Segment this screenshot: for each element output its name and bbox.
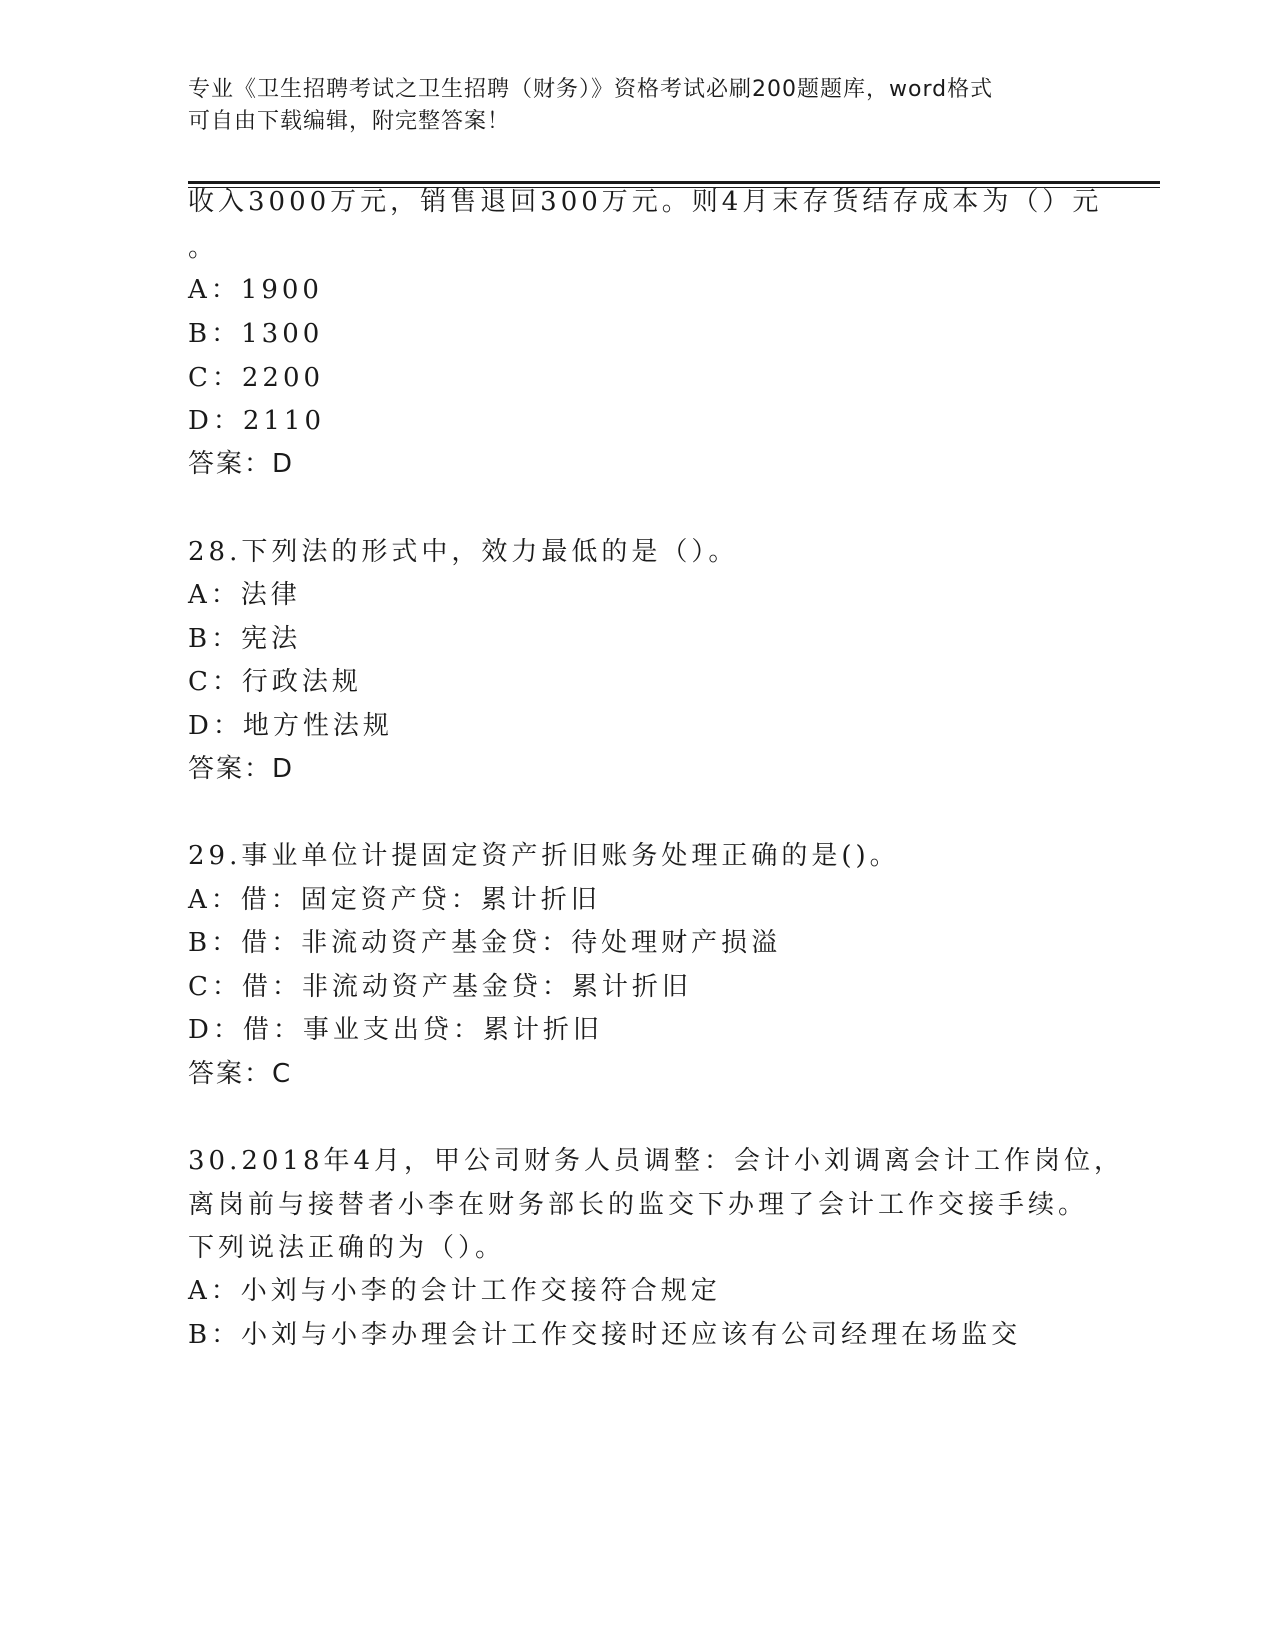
q29-option-b: B：借：非流动资产基金贷：待处理财产损溢 xyxy=(188,928,782,958)
q29-stem: 29.事业单位计提固定资产折旧账务处理正确的是()。 xyxy=(188,841,900,871)
q27-option-d: D：2110 xyxy=(188,406,326,436)
q28-option-b: B：宪法 xyxy=(188,624,302,654)
header-line-2: 可自由下载编辑，附完整答案！ xyxy=(188,109,511,134)
q29-answer: 答案：C xyxy=(188,1059,293,1089)
q27-answer: 答案：D xyxy=(188,449,295,479)
q27-option-a: A：1900 xyxy=(188,275,323,305)
q28-option-d: D：地方性法规 xyxy=(188,711,393,741)
q27-stem-line-1: 收入3000万元，销售退回300万元。则4月末存货结存成本为（）元 xyxy=(188,187,1103,217)
q27-option-c: C：2200 xyxy=(188,363,325,393)
document-header xyxy=(188,74,1088,138)
q30-stem-line-1: 30.2018年4月，甲公司财务人员调整：会计小刘调离会计工作岗位， xyxy=(188,1146,1125,1176)
q29-option-c: C：借：非流动资产基金贷：累计折旧 xyxy=(188,972,692,1002)
q30-stem-line-2: 离岗前与接替者小李在财务部长的监交下办理了会计工作交接手续。 xyxy=(188,1190,1089,1220)
q28-option-a: A：法律 xyxy=(188,580,301,610)
q27-stem-line-2: 。 xyxy=(188,233,219,263)
q28-answer: 答案：D xyxy=(188,754,295,784)
q30-option-b: B：小刘与小李办理会计工作交接时还应该有公司经理在场监交 xyxy=(188,1320,1022,1350)
q30-option-a: A：小刘与小李的会计工作交接符合规定 xyxy=(188,1276,721,1306)
q30-stem-line-3: 下列说法正确的为（）。 xyxy=(188,1233,506,1263)
q28-option-c: C：行政法规 xyxy=(188,667,362,697)
q29-option-a: A：借：固定资产贷：累计折旧 xyxy=(188,885,601,915)
q27-option-b: B：1300 xyxy=(188,319,324,349)
q28-stem: 28.下列法的形式中，效力最低的是（）。 xyxy=(188,537,739,567)
q29-option-d: D：借：事业支出贷：累计折旧 xyxy=(188,1015,603,1045)
header-line-1: 专业《卫生招聘考试之卫生招聘（财务）》资格考试必刷200题题库，word格式 xyxy=(188,77,994,102)
